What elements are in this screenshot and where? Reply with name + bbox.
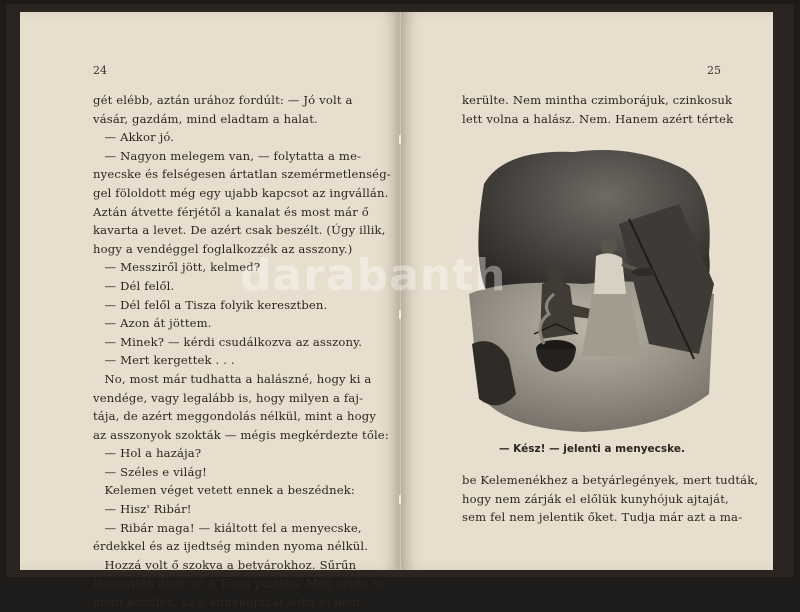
- left-page-text: [93, 91, 391, 612]
- text-line: érdekkel és az ijedtség minden nyoma nélkül.: [93, 539, 369, 554]
- text-line: az asszonyok szokták — mégis megkérdezte tőle:: [93, 427, 389, 442]
- text-line: ment közülök, az ő kunyhójukat soha el nem: [93, 595, 360, 610]
- text-line: sem fel nem jelentik őket. Tudja már azt a ma-: [462, 510, 743, 525]
- text-line: — Ribár maga! — kiáltott fel a menyecske,: [93, 520, 362, 535]
- text-line: lett volna a halász. Nem. Hanem azért tértek: [462, 111, 734, 126]
- text-line: Aztán átvette férjétől a kanalat és most már ő: [93, 204, 369, 219]
- text-line: — Mert kergettek . . .: [93, 353, 235, 368]
- text-line: hogy nem zárják el előlük kunyhójuk ajtaját,: [462, 491, 729, 506]
- text-line: — Dél felől.: [93, 278, 175, 293]
- right-page-top-text: [462, 91, 733, 128]
- text-line: hogy a vendéggel foglalkozzék az asszony.): [93, 241, 353, 256]
- text-line: — Dél felől a Tisza folyik keresztben.: [93, 297, 328, 312]
- text-line: — Nagyon melegem van, — folytatta a me-: [93, 148, 362, 163]
- engraving-illustration: [464, 144, 720, 436]
- text-line: tája, de azért meggondolás nélkül, mint a hogy: [93, 409, 377, 424]
- right-page-bottom-text: [462, 471, 758, 527]
- text-line: Hozzá volt ő szokva a betyárokhoz. Sűrűn: [93, 557, 357, 572]
- illustration-caption: — Kész! — jelenti a menyecske.: [499, 443, 685, 455]
- text-line: Kelemen véget vetett ennek a beszédnek:: [93, 483, 355, 498]
- text-line: vásár, gazdám, mind eladtam a halat.: [93, 111, 318, 126]
- text-line: — Messziről jött, kelmed?: [93, 260, 261, 275]
- text-line: — Széles e világ!: [93, 464, 207, 479]
- text-line: nyecske és felségesen ártatlan szemérmetlenség-: [93, 167, 391, 182]
- text-line: — Hisz' Ribár!: [93, 502, 192, 517]
- text-line: gel föloldott még egy ujabb kapcsot az ingvállán.: [93, 185, 389, 200]
- text-line: gét elébb, aztán urához fordúlt: — Jó volt a: [93, 93, 353, 107]
- left-page: [20, 12, 400, 610]
- right-page-number: 25: [707, 64, 721, 77]
- text-line: kavarta a levet. De azért csak beszélt. (Úgy illik,: [93, 223, 386, 238]
- right-page: [401, 12, 773, 570]
- text-line: — Minek? — kérdi csudálkozva az asszony.: [93, 334, 363, 349]
- text-line: kerülte. Nem mintha czimborájuk, czinkosuk: [462, 93, 733, 107]
- watermark-text: darabanth: [240, 250, 507, 301]
- text-line: No, most már tudhatta a halászné, hogy ki a: [93, 371, 372, 386]
- text-line: látogatták őket ott a Tisza partján. Még senki se: [93, 576, 385, 591]
- text-line: — Akkor jó.: [93, 130, 175, 145]
- text-line: — Hol a hazája?: [93, 446, 202, 461]
- left-page-number: 24: [93, 64, 107, 77]
- text-line: — Azon át jöttem.: [93, 316, 212, 331]
- text-line: vendége, vagy legalább is, hogy milyen a faj-: [93, 390, 364, 405]
- text-line: be Kelemenékhez a betyárlegények, mert tudták,: [462, 473, 759, 487]
